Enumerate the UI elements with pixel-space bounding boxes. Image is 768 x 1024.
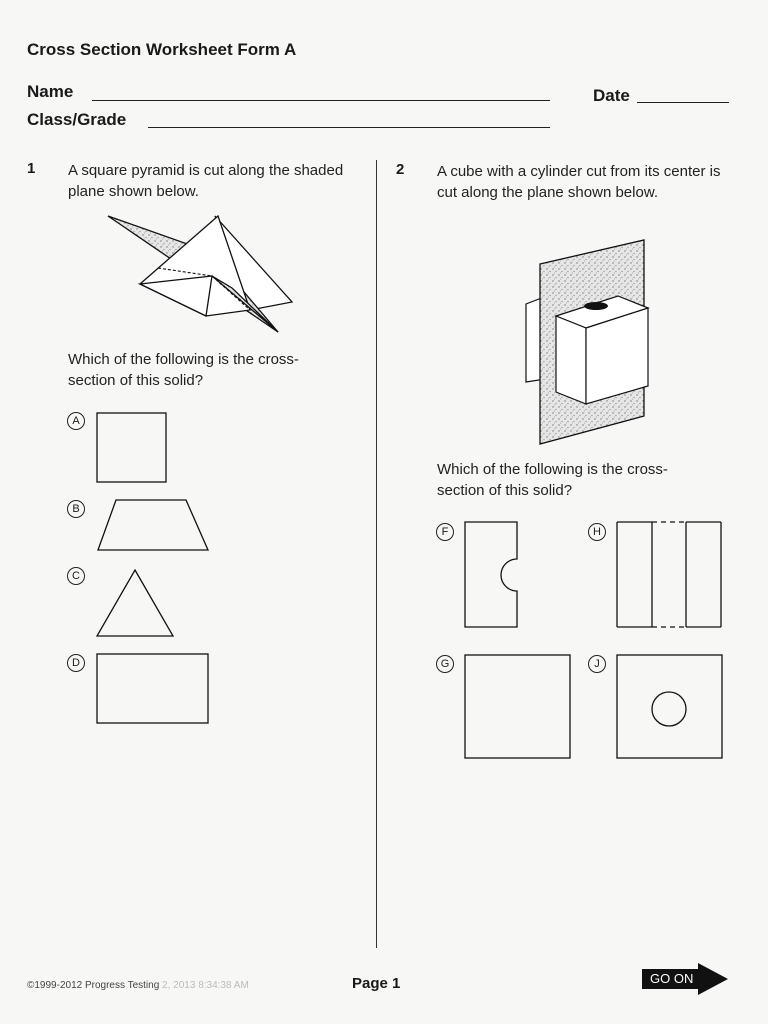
choice-f-notched-rectangle-shape — [464, 521, 520, 629]
choice-j-bubble[interactable]: J — [588, 655, 606, 673]
class-grade-line — [148, 127, 550, 128]
question-2-number: 2 — [396, 161, 405, 178]
class-grade-label: Class/Grade — [27, 110, 127, 129]
question-2-prompt: A cube with a cylinder cut from its center is cut along the plane shown below. — [437, 163, 721, 201]
question-1-number: 1 — [27, 160, 36, 177]
date-label: Date — [593, 86, 630, 105]
cube-figure — [522, 238, 652, 448]
copyright-text: ©1999-2012 Progress Testing — [27, 980, 160, 991]
choice-b-bubble[interactable]: B — [67, 500, 85, 518]
choice-d-rectangle-shape — [96, 653, 210, 725]
choice-h-bubble[interactable]: H — [588, 523, 606, 541]
print-timestamp: 2, 2013 8:34:38 AM — [162, 980, 249, 991]
choice-a-square-shape — [96, 412, 168, 484]
choice-g-square-shape — [464, 654, 572, 760]
name-line — [92, 100, 550, 101]
go-on-label: GO ON — [650, 971, 694, 986]
question-2-question: Which of the following is the cross-section of this solid? — [437, 461, 668, 499]
choice-a-bubble[interactable]: A — [67, 412, 85, 430]
choice-g-bubble[interactable]: G — [436, 655, 454, 673]
footer-copyright — [27, 980, 249, 991]
choice-h-dashed-strip-shape — [616, 521, 724, 629]
go-on-button[interactable] — [642, 963, 728, 995]
choice-b-trapezoid-shape — [96, 498, 210, 552]
choice-j-square-with-circle-shape — [616, 654, 724, 760]
column-divider — [376, 160, 377, 948]
choice-c-bubble[interactable]: C — [67, 567, 85, 585]
question-1-question: Which of the following is the cross-section of this solid? — [68, 351, 299, 389]
name-label: Name — [27, 82, 74, 101]
question-1-prompt: A square pyramid is cut along the shaded plane shown below. — [68, 162, 344, 200]
pyramid-figure — [100, 210, 300, 340]
choice-c-triangle-shape — [96, 568, 176, 638]
choice-d-bubble[interactable]: D — [67, 654, 85, 672]
date-line — [637, 102, 729, 103]
worksheet-title: Cross Section Worksheet Form A — [27, 40, 297, 59]
page-number: Page 1 — [352, 975, 401, 992]
choice-f-bubble[interactable]: F — [436, 523, 454, 541]
